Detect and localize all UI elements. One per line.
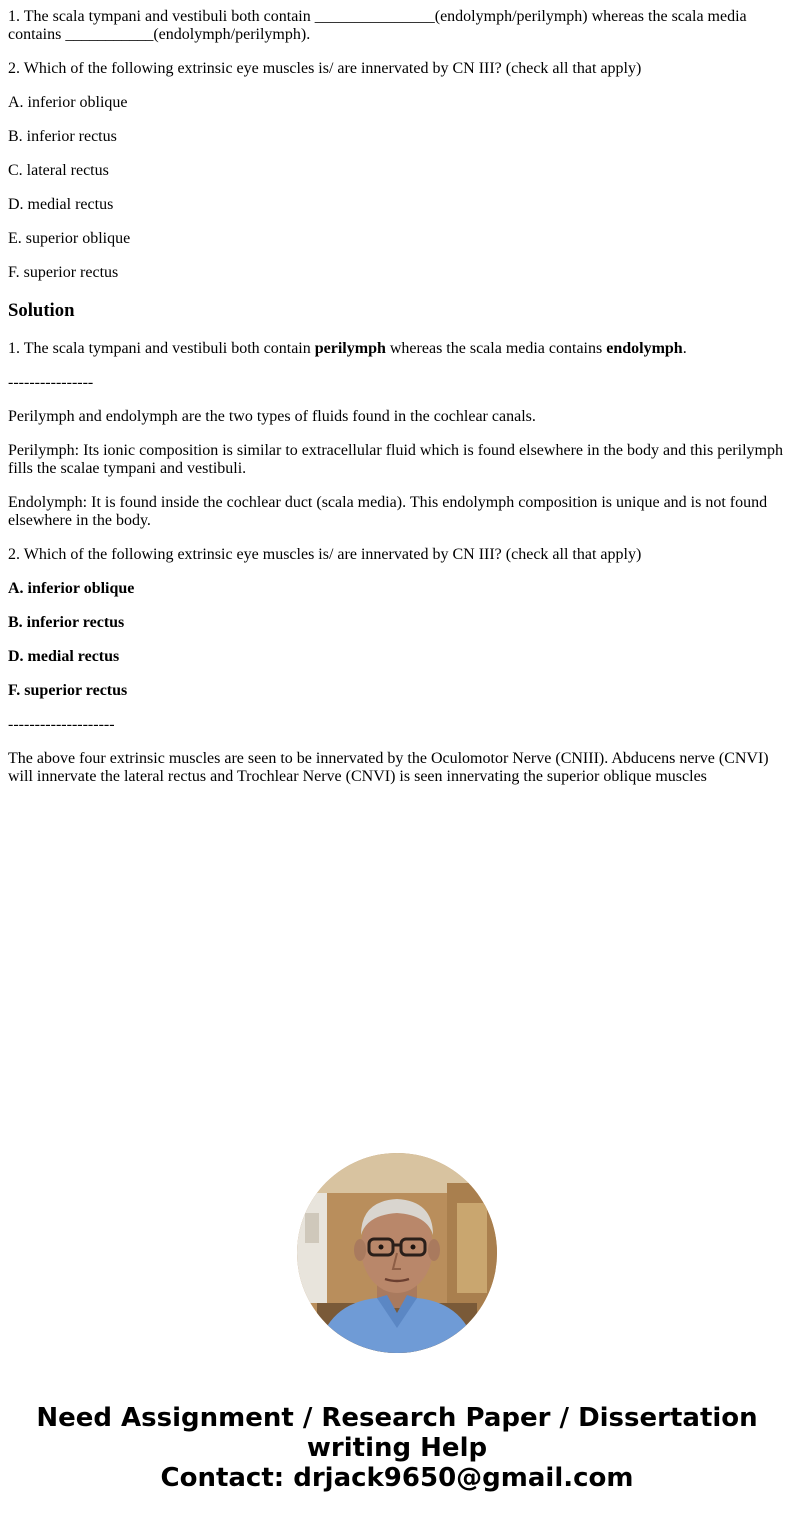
paragraph-fluids: Perilymph and endolymph are the two types of fluids found in the cochlear canals.: [8, 408, 536, 425]
question-1-blank-1: _______________: [314, 8, 435, 25]
answer-d-text: D. medial rectus: [8, 648, 120, 665]
answer-1: [8, 340, 786, 358]
answer-1-middle: whereas the scala media contains: [385, 340, 607, 357]
person-photo-icon: [297, 1153, 497, 1353]
divider-1: ----------------: [8, 374, 94, 391]
answer-d: [8, 648, 786, 666]
answer-a: [8, 580, 786, 598]
document-body: [8, 8, 786, 802]
question-1-middle: (endolymph/perilymph) whereas the scala media contains: [8, 8, 747, 43]
promo-line-2: writing Help: [306, 1433, 488, 1463]
question-1-prefix: 1. The scala tympani and vestibuli both contain: [8, 8, 315, 25]
answer-b: [8, 614, 786, 632]
answer-1-suffix: .: [682, 340, 687, 357]
option-f: F. superior rectus: [8, 264, 119, 281]
divider-2: --------------------: [8, 716, 115, 733]
answer-a-text: A. inferior oblique: [8, 580, 135, 597]
answer-1-endolymph: endolymph: [606, 340, 683, 357]
paragraph-perilymph: Perilymph: Its ionic composition is similar to extracellular fluid which is found elsewhere in the body and this perilymph fills the scalae tympani and vestibuli.: [8, 442, 783, 477]
answer-f-text: F. superior rectus: [8, 682, 128, 699]
explanation: The above four extrinsic muscles are seen to be innervated by the Oculomotor Nerve (CNIII). Abducens nerve (CNVI) will innervate the lateral rectus and Trochlear Nerve (CNVI) is seen innervating the superior oblique muscles: [8, 750, 769, 785]
answer-1-perilymph: perilymph: [314, 340, 386, 357]
question-1-suffix: (endolymph/perilymph).: [153, 26, 311, 43]
option-b: B. inferior rectus: [8, 128, 117, 145]
option-e: E. superior oblique: [8, 230, 131, 247]
promo-contact[interactable]: Contact: drjack9650@gmail.com: [160, 1463, 634, 1493]
option-d: D. medial rectus: [8, 196, 114, 213]
answer-1-prefix: 1. The scala tympani and vestibuli both contain: [8, 340, 315, 357]
option-c: C. lateral rectus: [8, 162, 109, 179]
question-1: [8, 8, 786, 44]
promo-banner: [0, 1403, 794, 1493]
paragraph-endolymph: Endolymph: It is found inside the cochlear duct (scala media). This endolymph composition is unique and is not found elsewhere in the body.: [8, 494, 768, 529]
question-2: 2. Which of the following extrinsic eye muscles is/ are innervated by CN III? (check all that apply): [8, 60, 642, 77]
question-1-blank-2: ___________: [65, 26, 154, 43]
solution-question-2: 2. Which of the following extrinsic eye muscles is/ are innervated by CN III? (check all that apply): [8, 546, 642, 563]
answer-f: [8, 682, 786, 700]
option-a: A. inferior oblique: [8, 94, 128, 111]
solution-heading: Solution: [8, 300, 75, 321]
promo-line-1: Need Assignment / Research Paper / Dissertation: [36, 1403, 758, 1433]
answer-b-text: B. inferior rectus: [8, 614, 125, 631]
